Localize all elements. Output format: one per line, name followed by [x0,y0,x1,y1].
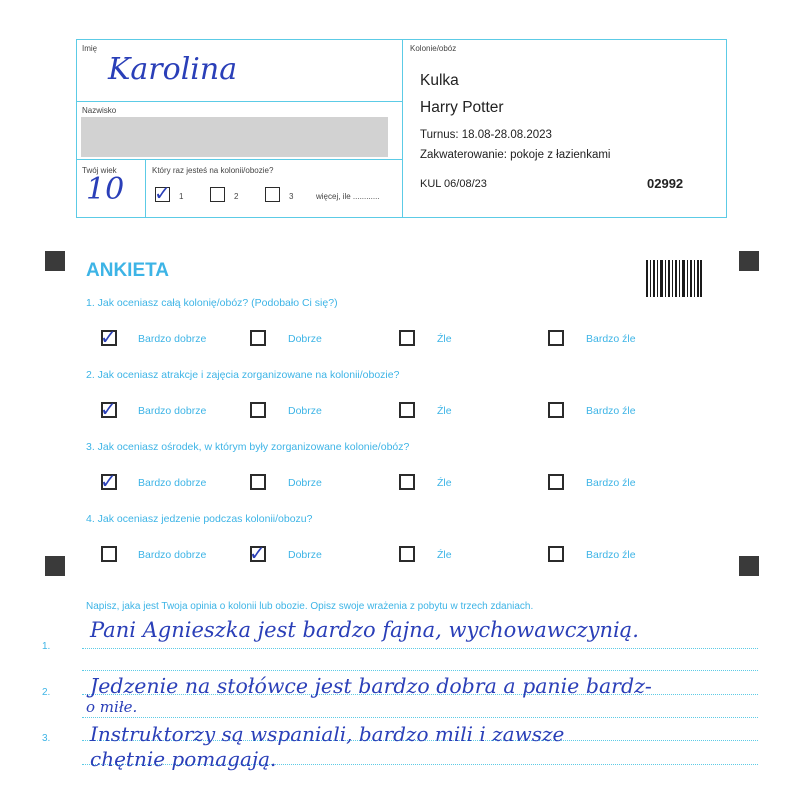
answer-line-1 [82,648,758,649]
q1-checkbox-bardzo-zle[interactable] [548,330,564,346]
line-number-1: 1. [42,641,51,652]
q3-checkbox-bardzo-zle[interactable] [548,474,564,490]
q1-option-bardzo-dobrze: Bardzo dobrze [138,333,207,345]
question-2: 2. Jak oceniasz atrakcje i zajęcia zorganizowane na kolonii/obozie? [86,369,400,381]
camp-code: KUL 06/08/23 [420,178,487,190]
q1-option-bardzo-zle: Bardzo źle [586,333,636,345]
line-number-2: 2. [42,687,51,698]
q4-option-bardzo-dobrze: Bardzo dobrze [138,549,207,561]
corner-marker-top-right [739,251,759,271]
surname-label: Nazwisko [82,106,117,115]
header-divider-name [77,101,402,102]
visit-label: Który raz jesteś na kolonii/obozie? [152,166,274,175]
turnus-dates: Turnus: 18.08-28.08.2023 [420,129,552,141]
name-label: Imię [82,44,98,53]
surname-redacted [81,117,388,157]
q2-checkbox-zle[interactable] [399,402,415,418]
q4-option-dobrze: Dobrze [288,549,322,561]
answer-line-1b [82,670,758,671]
q3-option-zle: Źle [437,477,452,489]
corner-marker-bottom-right [739,556,759,576]
q1-checkbox-zle[interactable] [399,330,415,346]
q4-checkbox-bardzo-zle[interactable] [548,546,564,562]
q4-checkmark: ✓ [249,541,266,565]
q1-checkbox-dobrze[interactable] [250,330,266,346]
q3-checkmark: ✓ [100,469,117,493]
header-divider-age [77,159,402,160]
q2-option-bardzo-dobrze: Bardzo dobrze [138,405,207,417]
q1-option-zle: Źle [437,333,452,345]
q3-checkbox-dobrze[interactable] [250,474,266,490]
age-handwritten: 10 [86,172,125,207]
barcode [646,260,702,297]
q3-option-bardzo-zle: Bardzo źle [586,477,636,489]
header-divider-vertical [402,40,403,217]
q2-option-bardzo-zle: Bardzo źle [586,405,636,417]
opinion-text-line-1: Pani Agnieszka jest bardzo fajna, wychowawczynią. [90,618,639,642]
q3-checkbox-zle[interactable] [399,474,415,490]
camp-theme: Harry Potter [420,99,504,116]
visit-checkbox-3[interactable] [265,187,280,202]
visit-more-label: więcej, ile ............ [316,192,380,201]
q4-checkbox-bardzo-dobrze[interactable] [101,546,117,562]
visit-option-2: 2 [234,192,239,201]
q1-option-dobrze: Dobrze [288,333,322,345]
accommodation: Zakwaterowanie: pokoje z łazienkami [420,149,611,161]
corner-marker-top-left [45,251,65,271]
q4-option-bardzo-zle: Bardzo źle [586,549,636,561]
q1-checkmark: ✓ [100,325,117,349]
visit-option-1: 1 [179,192,184,201]
name-handwritten: Karolina [108,52,238,87]
opinion-text-line-3-cont: chętnie pomagają. [90,747,277,771]
opinion-text-line-2-cont: o miłe. [86,698,138,716]
question-4: 4. Jak oceniasz jedzenie podczas kolonii/obozu? [86,513,313,525]
answer-line-2b [82,717,758,718]
q4-option-zle: Źle [437,549,452,561]
corner-marker-bottom-left [45,556,65,576]
opinion-text-line-2: Jedzenie na stołówce jest bardzo dobra a panie bardz- [90,674,652,698]
visit-checkbox-2[interactable] [210,187,225,202]
visit-checkmark: ✓ [154,181,171,205]
visit-option-3: 3 [289,192,294,201]
camp-label: Kolonie/obóz [410,44,457,53]
q3-option-dobrze: Dobrze [288,477,322,489]
q4-checkbox-zle[interactable] [399,546,415,562]
camp-name: Kulka [420,72,459,89]
q2-checkbox-bardzo-zle[interactable] [548,402,564,418]
q2-option-dobrze: Dobrze [288,405,322,417]
question-3: 3. Jak oceniasz ośrodek, w którym były zorganizowane kolonie/obóz? [86,441,410,453]
survey-title: ANKIETA [86,260,170,281]
q2-checkmark: ✓ [100,397,117,421]
form-number: 02992 [647,176,684,191]
question-1: 1. Jak oceniasz całą kolonię/obóz? (Podobało Ci się?) [86,297,338,309]
q2-checkbox-dobrze[interactable] [250,402,266,418]
q3-option-bardzo-dobrze: Bardzo dobrze [138,477,207,489]
q2-option-zle: Źle [437,405,452,417]
opinion-text-line-3: Instruktorzy są wspaniali, bardzo mili i zawsze [90,722,565,746]
opinion-prompt: Napisz, jaka jest Twoja opinia o kolonii lub obozie. Opisz swoje wrażenia z pobytu w trzech zdaniach. [86,601,534,612]
header-divider-age-visit [145,160,146,217]
age-label: Twój wiek [82,166,117,175]
line-number-3: 3. [42,733,51,744]
